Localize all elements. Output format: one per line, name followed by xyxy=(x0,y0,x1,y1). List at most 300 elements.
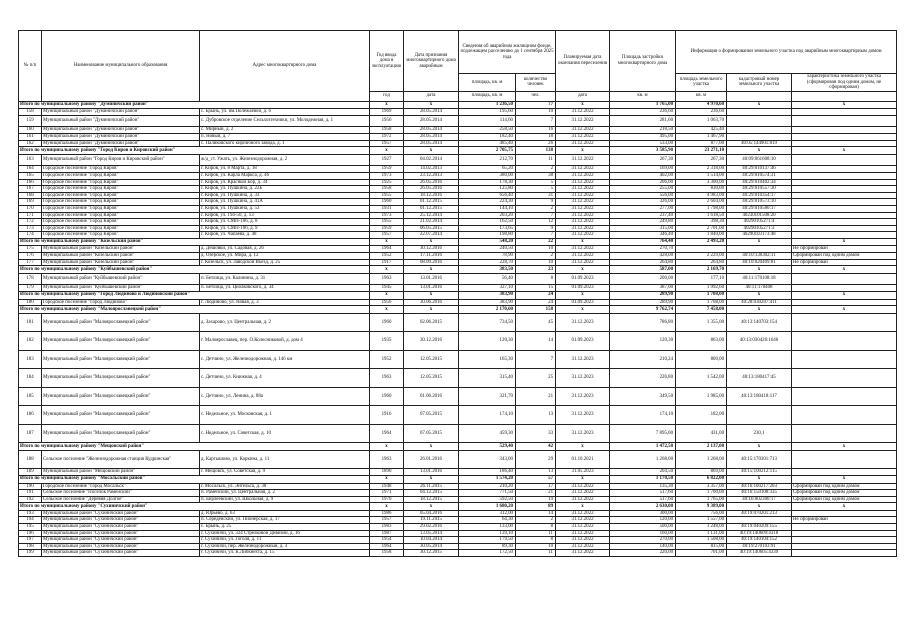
cell-land-area: 177,10 xyxy=(676,273,727,285)
cell-address: д. Озерское, ул. Мира, д. 12 xyxy=(200,253,370,260)
cell-municipality: Муниципальный район "Сухиничский район" xyxy=(42,530,200,537)
cell-characteristic xyxy=(792,510,897,517)
cell-characteristic xyxy=(792,109,897,116)
cell-year: 1960 xyxy=(370,387,404,406)
cell-plan: 31.12.2022 xyxy=(556,127,610,134)
cell-area: 327,10 xyxy=(459,285,516,292)
cell-plan: х xyxy=(556,306,610,314)
cell-num: 190 xyxy=(19,483,42,490)
cell-plan: 31.12.2023 xyxy=(556,406,610,425)
cell-municipality: Муниципальный район "Думиничский район" xyxy=(42,134,200,141)
cell-characteristic xyxy=(792,424,897,443)
cell-land-area: 1 840,00 xyxy=(676,232,727,239)
table-row xyxy=(19,127,897,134)
cell-municipality: Муниципальный район "Малоярославецкий район" xyxy=(42,387,200,406)
cell-building-area: 267,30 xyxy=(610,154,676,166)
cell-cadastral: 40:19:140609:4318 xyxy=(727,530,792,537)
cell-building-area: 135,30 xyxy=(610,483,676,490)
cell-address: г. Козельск, ул. Заводской Въезд, д. 25 xyxy=(200,259,370,266)
cell-building-area: 346,40 xyxy=(610,232,676,239)
table-row xyxy=(19,285,897,292)
cell-address: с. Брынь, д. 25 xyxy=(200,524,370,531)
cell-municipality: Сельское поселение "Деревня Долгое" xyxy=(42,496,200,503)
cell-cadastral: 40:19:040209:155 xyxy=(727,524,792,531)
cell-year: 1952 xyxy=(370,350,404,369)
cell-area: 383,90 xyxy=(459,299,516,306)
cell-characteristic xyxy=(792,537,897,544)
cell-count: 14 xyxy=(516,510,556,517)
cell-characteristic xyxy=(792,524,897,531)
cell-count: 38 xyxy=(516,172,556,179)
cell-area: 459,30 xyxy=(459,424,516,443)
cell-area: 120,30 xyxy=(459,332,516,351)
cell-num: 165 xyxy=(19,172,42,179)
cell-characteristic: х xyxy=(792,266,897,274)
cell-count: 26 xyxy=(516,140,556,147)
cell-plan: 31.12.2022 xyxy=(556,134,610,141)
cell-address: г. Киров, ул. Пушкина, д. 41А xyxy=(200,199,370,206)
table-row xyxy=(19,115,897,127)
cell-count: 16 xyxy=(516,127,556,134)
cell-building-area: 517,60 xyxy=(610,490,676,497)
cell-plan: 01.09.2023 xyxy=(556,285,610,292)
cell-characteristic: х xyxy=(792,443,897,451)
cell-count: 7 xyxy=(516,232,556,239)
cell-area: 485,40 xyxy=(459,140,516,147)
subtotal-label: Итого по муниципальному району "Козельский район" xyxy=(19,238,370,246)
subtotal-row xyxy=(19,306,897,314)
cell-year: 1956 xyxy=(370,299,404,306)
cell-area: 228,70 xyxy=(459,259,516,266)
cell-num: 164 xyxy=(19,166,42,173)
cell-year: 1963 xyxy=(370,450,404,469)
cell-characteristic: х xyxy=(792,101,897,109)
subtotal-label: Итого по муниципальному району "Думиничский район" xyxy=(19,101,370,109)
cell-num: 163 xyxy=(19,154,42,166)
cell-plan: 31.12.2022 xyxy=(556,186,610,193)
table-row xyxy=(19,246,897,253)
cell-year: 1927 xyxy=(370,154,404,166)
cell-year: 1956 xyxy=(370,115,404,127)
cell-date: х xyxy=(404,101,459,109)
cell-plan: 31.12.2023 xyxy=(556,313,610,332)
cell-land-area: 877,00 xyxy=(676,140,727,147)
cell-address: с. Детчино, ул. Книжная, д. 4 xyxy=(200,369,370,388)
cell-characteristic: Не сформирован xyxy=(792,246,897,253)
cell-land-area: 1 798,00 xyxy=(676,205,727,212)
cell-cadastral: 40:19:070201:213 xyxy=(727,510,792,517)
cell-num: 185 xyxy=(19,387,42,406)
cell-building-area: 764,40 xyxy=(610,238,676,246)
cell-area: 182,40 xyxy=(459,134,516,141)
cell-land-area: 2 604,00 xyxy=(676,199,727,206)
cell-cadastral: 40:11:170408 xyxy=(727,285,792,292)
unit-sqm-land: кв. м xyxy=(676,91,727,101)
cell-address: г. Киров, ул. 8 Марта, д. 18 xyxy=(200,166,370,173)
col-resettlement: Сведения об аварийном жилищном фонде, подлежащем расселению до 1 сентября 2025 года xyxy=(459,31,556,74)
cell-num: 177 xyxy=(19,259,42,266)
cell-date: х xyxy=(404,238,459,246)
cell-date: 28.05.2014 xyxy=(404,109,459,116)
cell-plan: 31.12.2022 xyxy=(556,140,610,147)
cell-cadastral xyxy=(727,109,792,116)
cell-count: 8 xyxy=(516,524,556,531)
cell-year: 1955 xyxy=(370,219,404,226)
cell-cadastral xyxy=(727,127,792,134)
cell-num: 179 xyxy=(19,285,42,292)
col-address: Адрес многоквартирного дома xyxy=(200,31,370,102)
cell-cadastral: 40:15:100212:115 xyxy=(727,469,792,476)
subtotal-label: Итого по муниципальному району "Куйбышевский район" xyxy=(19,266,370,274)
cell-area: 89,30 xyxy=(459,543,516,550)
unit-date: дата xyxy=(404,91,459,101)
cell-address: г. Киров, ул. Карла Маркса, д. 46 xyxy=(200,172,370,179)
cell-year: 1955 xyxy=(370,192,404,199)
cell-area: 321,70 xyxy=(459,387,516,406)
cell-building-area: 200,00 xyxy=(610,273,676,285)
table-row xyxy=(19,406,897,425)
cell-area: 198,80 xyxy=(459,232,516,239)
cell-land-area: 1 268,00 xyxy=(676,450,727,469)
cell-building-area: 281,60 xyxy=(610,115,676,127)
cell-year: х xyxy=(370,266,404,274)
cell-land-area: 23 271,10 xyxy=(676,147,727,155)
cell-municipality: Муниципальный район "Сухиничский район" xyxy=(42,537,200,544)
cell-municipality: Муниципальный район "Город Киров и Кировский район" xyxy=(42,154,200,166)
cell-municipality: Городское поселение "Город Мосальск" xyxy=(42,483,200,490)
cell-year: х xyxy=(370,443,404,451)
cell-municipality: Муниципальный район "Сухиничский район" xyxy=(42,550,200,557)
cell-cadastral: х xyxy=(727,443,792,451)
cell-cadastral: 40:29:010574:31 xyxy=(727,172,792,179)
cell-count: 15 xyxy=(516,285,556,292)
cell-characteristic xyxy=(792,179,897,186)
cell-building-area: 1 765,00 xyxy=(610,101,676,109)
cell-plan: 31.12.2022 xyxy=(556,219,610,226)
cell-land-area: 1 708,00 xyxy=(676,291,727,299)
cell-building-area: 255,00 xyxy=(610,186,676,193)
cell-address: с. Дубровское отделение Сельхозтехники, ул. Молодежная, д. 1 xyxy=(200,115,370,127)
cell-area: 258,50 xyxy=(459,127,516,134)
cell-building-area: 587,00 xyxy=(610,266,676,274)
subtotal-label: Итого по муниципальному району "Город Людиново и Людиновский район" xyxy=(19,291,370,299)
cell-characteristic xyxy=(792,186,897,193)
cell-land-area: 2 169,70 xyxy=(676,266,727,274)
cell-building-area: 7 895,00 xyxy=(610,424,676,443)
cell-plan: 31.12.2022 xyxy=(556,225,610,232)
cell-cadastral: 40:29:010402:34 xyxy=(727,179,792,186)
cell-plan: 31.12.2023 xyxy=(556,424,610,443)
cell-plan: х xyxy=(556,101,610,109)
cell-municipality: Муниципальный район "Сухиничский район" xyxy=(42,543,200,550)
cell-building-area: 2 630,00 xyxy=(610,503,676,511)
cell-num: 178 xyxy=(19,273,42,285)
col-land-area: площадь земельного участка xyxy=(676,74,727,92)
cell-building-area: 237,40 xyxy=(610,212,676,219)
cell-municipality: Муниципальный район "Малоярославецкий район" xyxy=(42,332,200,351)
cell-municipality: Муниципальный район "Думиничский район" xyxy=(42,127,200,134)
cell-land-area: 1 618,50 xyxy=(676,212,727,219)
cell-land-area: 7 458,00 xyxy=(676,306,727,314)
cell-building-area: 210,24 xyxy=(610,350,676,369)
cell-area: 592,50 xyxy=(459,496,516,503)
cell-year: 1964 xyxy=(370,424,404,443)
cell-building-area: 169,00 xyxy=(610,166,676,173)
table-row xyxy=(19,199,897,206)
cell-cadastral: 230,1 xyxy=(727,424,792,443)
cell-cadastral: х xyxy=(727,101,792,109)
cell-characteristic xyxy=(792,172,897,179)
subtotal-row xyxy=(19,475,897,483)
cell-year: 1958 xyxy=(370,186,404,193)
table-row xyxy=(19,172,897,179)
cell-characteristic xyxy=(792,369,897,388)
cell-year: 1963 xyxy=(370,273,404,285)
cell-characteristic xyxy=(792,450,897,469)
cell-count: 8 xyxy=(516,273,556,285)
cell-characteristic: х xyxy=(792,147,897,155)
cell-municipality: Городское поселение "Город Киров" xyxy=(42,186,200,193)
cell-land-area: 1 248,00 xyxy=(676,524,727,531)
cell-date: 26.05.2016 xyxy=(404,179,459,186)
cell-date: х xyxy=(404,503,459,511)
cell-count: 24 xyxy=(516,291,556,299)
cell-building-area: 349,50 xyxy=(610,387,676,406)
cell-characteristic xyxy=(792,232,897,239)
table-row xyxy=(19,550,897,557)
cell-building-area: 220,00 xyxy=(610,550,676,557)
cell-building-area: 277,00 xyxy=(610,205,676,212)
cell-municipality: Муниципальный район "Малоярославецкий район" xyxy=(42,424,200,443)
col-area: площадь, кв. м xyxy=(459,74,516,92)
cell-date: 26.05.2016 xyxy=(404,186,459,193)
subtotal-label: Итого по муниципальному району "Мосальский район" xyxy=(19,475,370,483)
cell-address: с. Детчино, ул. Железнодорожная, д. 146 км xyxy=(200,350,370,369)
cell-year: 1972 xyxy=(370,134,404,141)
col-year: Год ввода дома в эксплуатацию xyxy=(370,31,404,92)
subtotal-label: Итого по муниципальному району "Малоярославецкий район" xyxy=(19,306,370,314)
cell-cadastral: 40:19:140104:152 xyxy=(727,537,792,544)
cell-count: 29 xyxy=(516,450,556,469)
table-row xyxy=(19,253,897,260)
col-date-recognition: Дата признания многоквартирного дома аварийным xyxy=(404,31,459,92)
cell-land-area: 1 985,00 xyxy=(676,387,727,406)
cell-count: 8 xyxy=(516,537,556,544)
cell-date: 18.12.2015 xyxy=(404,496,459,503)
table-row xyxy=(19,387,897,406)
cell-cadastral: 40:13:180418:117 xyxy=(727,387,792,406)
cell-date: 19.11.2015 xyxy=(404,517,459,524)
cell-date: 07.05.2015 xyxy=(404,424,459,443)
table-row xyxy=(19,350,897,369)
cell-count: 7 xyxy=(516,350,556,369)
cell-area: 179,50 xyxy=(459,537,516,544)
cell-year: 1931 xyxy=(370,205,404,212)
cell-count: 13 xyxy=(516,469,556,476)
cell-count: 12 xyxy=(516,219,556,226)
cell-characteristic xyxy=(792,225,897,232)
cell-plan: 31.12.2022 xyxy=(556,154,610,166)
cell-cadastral xyxy=(727,517,792,524)
cell-address: г. Сухиничи, ул. К.Либкнехта, д. 15 xyxy=(200,550,370,557)
cell-year: 1954 xyxy=(370,537,404,544)
cell-address: г. Мосальск, ул. Энгельса, д. 38 xyxy=(200,483,370,490)
cell-count: 21 xyxy=(516,490,556,497)
cell-year: 1916 xyxy=(370,406,404,425)
cell-plan: 31.12.2023 xyxy=(556,369,610,388)
table-row xyxy=(19,517,897,524)
cell-count: 19 xyxy=(516,496,556,503)
cell-address: с. Мирный, д. 2 xyxy=(200,127,370,134)
cell-count: 7 xyxy=(516,115,556,127)
cell-land-area: 1 542,00 xyxy=(676,369,727,388)
subtotal-row xyxy=(19,147,897,155)
cell-plan: х xyxy=(556,291,610,299)
cell-cadastral: 40:13:140703:154 xyxy=(727,313,792,332)
cell-cadastral: х xyxy=(727,238,792,246)
cell-num: 196 xyxy=(19,530,42,537)
cell-characteristic xyxy=(792,212,897,219)
cell-date: х xyxy=(404,475,459,483)
cell-date: 01.12.2015 xyxy=(404,199,459,206)
table-row xyxy=(19,490,897,497)
cell-land-area xyxy=(676,246,727,253)
cell-cadastral: 40:16:002300:17 xyxy=(727,496,792,503)
cell-plan: 01.10.2021 xyxy=(556,450,610,469)
cell-municipality: Городское поселение "Город Киров" xyxy=(42,172,200,179)
cell-num: 162 xyxy=(19,140,42,147)
cell-count: 158 xyxy=(516,306,556,314)
cell-date: 08.09.2016 xyxy=(404,259,459,266)
cell-num: 168 xyxy=(19,192,42,199)
cell-land-area: 1 708,00 xyxy=(676,299,727,306)
cell-date: 18.12.2016 xyxy=(404,192,459,199)
cell-address: г. Киров, ул. СМП-106, д. 9 xyxy=(200,225,370,232)
cell-date: 17.11.2016 xyxy=(404,253,459,260)
cell-characteristic: Сформирован под одним домом xyxy=(792,490,897,497)
cell-area: 203,20 xyxy=(459,212,516,219)
unit-plan: дата xyxy=(556,91,610,101)
cell-area: 771,50 xyxy=(459,490,516,497)
cell-characteristic: х xyxy=(792,306,897,314)
cell-year: 1890 xyxy=(370,469,404,476)
cell-date: 26.11.2015 xyxy=(404,483,459,490)
cell-plan: 31.12.2023 xyxy=(556,350,610,369)
cell-cadastral: 40:28:030207:411 xyxy=(727,299,792,306)
cell-cadastral: 40:11:170108:18 xyxy=(727,273,792,285)
cell-year: 1917 xyxy=(370,259,404,266)
cell-building-area: 204,50 xyxy=(610,469,676,476)
cell-building-area: 517,60 xyxy=(610,496,676,503)
col-count: количество человек xyxy=(516,74,556,92)
cell-area: 383,90 xyxy=(459,291,516,299)
cell-land-area: 3 300,00 xyxy=(676,179,727,186)
cell-municipality: Муниципальный район "Думиничский район" xyxy=(42,115,200,127)
cell-address: г. Сухиничи, пер. Железнодорожный, д. 3 xyxy=(200,543,370,550)
cell-date: 05.04.2016 xyxy=(404,510,459,517)
cell-cadastral: х xyxy=(727,266,792,274)
cell-land-area: 2 229,00 xyxy=(676,253,727,260)
cell-building-area: 1 472,50 xyxy=(610,443,676,451)
cell-count: 89 xyxy=(516,503,556,511)
cell-num: 166 xyxy=(19,179,42,186)
cell-address: д. Юрьево, д. 63 xyxy=(200,510,370,517)
cell-num: 161 xyxy=(19,134,42,141)
cell-date: 25.12.2014 xyxy=(404,212,459,219)
col-cadastral: кадастровый номер земельного участка xyxy=(727,74,792,92)
cell-cadastral: х xyxy=(727,503,792,511)
cell-plan: 31.12.2022 xyxy=(556,205,610,212)
cell-area: 2 170,60 xyxy=(459,306,516,314)
cell-area: 178,30 xyxy=(459,179,516,186)
cell-land-area: 1 765,00 xyxy=(676,496,727,503)
cell-municipality: Муниципальный район "Куйбышевский район" xyxy=(42,273,200,285)
col-characteristic: характеристика земельного участка (сформирован под одним домом, не сформирован) xyxy=(792,74,897,92)
cell-area: 343,00 xyxy=(459,450,516,469)
cell-land-area: 398,30 xyxy=(676,219,727,226)
cell-area: 529,40 xyxy=(459,443,516,451)
cell-year: 1970 xyxy=(370,496,404,503)
cell-address: г. Сухиничи, ул. Гоголя, д. 11 xyxy=(200,537,370,544)
cell-plan: 31.12.2022 xyxy=(556,246,610,253)
cell-address: ж/д_ст. Ужать, ул. Железнодорожная, д. 2 xyxy=(200,154,370,166)
cell-count: 57 xyxy=(516,475,556,483)
cell-count: 22 xyxy=(516,238,556,246)
cell-plan: 31.12.2022 xyxy=(556,537,610,544)
cell-land-area: 869,00 xyxy=(676,469,727,476)
cell-characteristic xyxy=(792,550,897,557)
cell-characteristic xyxy=(792,115,897,127)
cell-count: 45 xyxy=(516,313,556,332)
cell-num: 159 xyxy=(19,115,42,127)
cell-building-area: 1 170,50 xyxy=(610,475,676,483)
cell-address: п. Середейский, ул. Пионерская, д. 17 xyxy=(200,517,370,524)
cell-plan: 31.12.2022 xyxy=(556,543,610,550)
cell-count: 24 xyxy=(516,299,556,306)
table-row xyxy=(19,186,897,193)
cell-count: 10 xyxy=(516,109,556,116)
cell-num: 160 xyxy=(19,127,42,134)
cell-year: х xyxy=(370,475,404,483)
cell-num: 169 xyxy=(19,199,42,206)
cell-cadastral: 40:16:100217:203 xyxy=(727,483,792,490)
cell-num: 171 xyxy=(19,212,42,219)
table-row xyxy=(19,192,897,199)
cell-characteristic: Сформирован под одним домом xyxy=(792,483,897,490)
cell-num: 172 xyxy=(19,219,42,226)
cell-date: 06.05.2015 xyxy=(404,225,459,232)
cell-area: 144,10 xyxy=(459,205,516,212)
cell-characteristic xyxy=(792,543,897,550)
cell-plan: 31.12.2022 xyxy=(556,259,610,266)
cell-land-area: 2 137,00 xyxy=(676,443,727,451)
cell-municipality: Городское поселение "Город Людиново" xyxy=(42,299,200,306)
cell-num: 194 xyxy=(19,517,42,524)
cell-address: с. Детчино, ул. Ленина, д. 88а xyxy=(200,387,370,406)
cell-address: г. Сухиничи, ул. 324 Стрелковой Дивизии, д. 16 xyxy=(200,530,370,537)
cell-cadastral: 40:29:010354:17 xyxy=(727,192,792,199)
cell-cadastral: 40:29:010557:30 xyxy=(727,186,792,193)
cell-municipality: Муниципальный район "Козельский район" xyxy=(42,253,200,260)
table-row xyxy=(19,424,897,443)
cell-land-area: 2 318,00 xyxy=(676,166,727,173)
cell-num: 195 xyxy=(19,524,42,531)
cell-count: 23 xyxy=(516,266,556,274)
subtotal-row xyxy=(19,101,897,109)
col-planned-date: Планируемая дата окончания переселения xyxy=(556,31,610,92)
cell-date: 30.05.2014 xyxy=(404,543,459,550)
cell-address: д. Картышово, ул. Коркина, д. 11 xyxy=(200,450,370,469)
